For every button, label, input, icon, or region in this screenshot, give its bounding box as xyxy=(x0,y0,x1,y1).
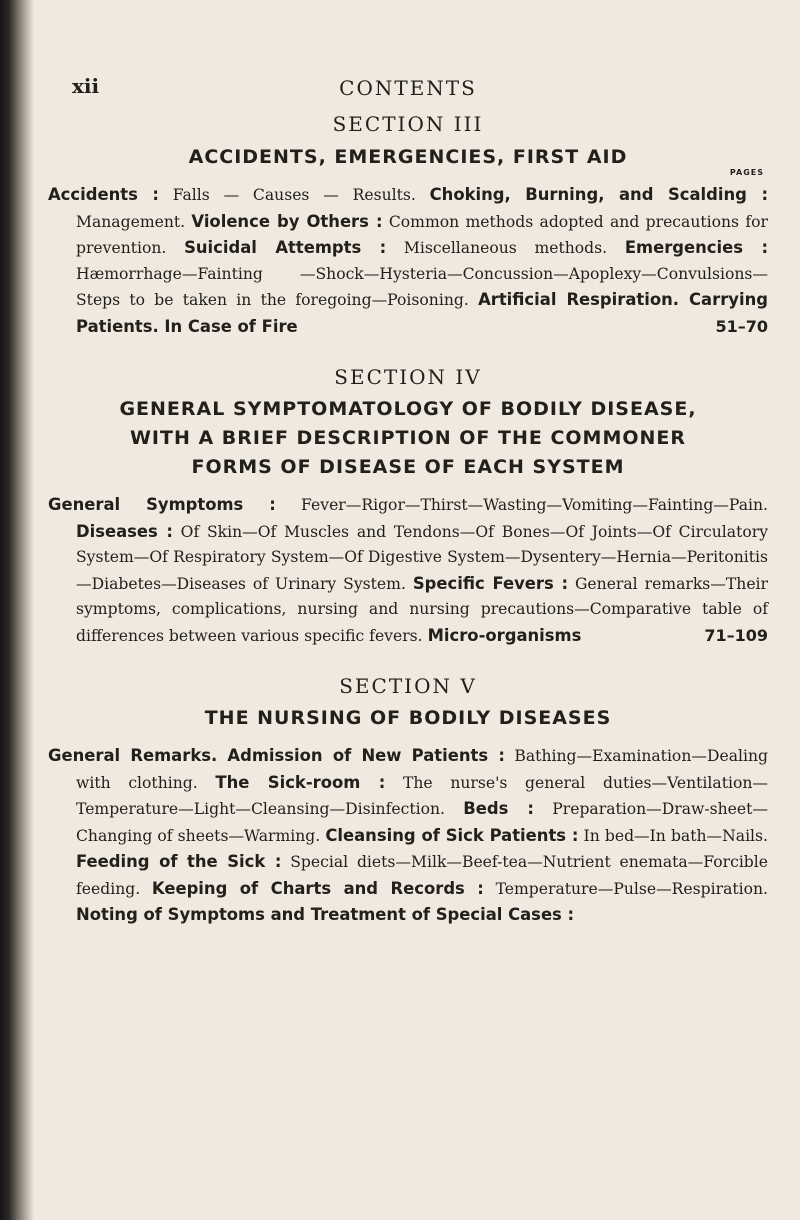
entry-topic: General Symptoms : xyxy=(48,495,276,514)
entry-text: Temperature—Pulse—Respiration. xyxy=(483,879,769,898)
section-heading-line: ACCIDENTS, EMERGENCIES, FIRST AID xyxy=(188,146,628,168)
entry-topic: Cleansing of Sick Patients : xyxy=(325,825,579,845)
entry-topic: Emergencies : xyxy=(624,238,768,257)
entry-topic: Micro-organisms xyxy=(427,625,582,645)
entry-text: Miscellaneous methods. xyxy=(386,239,625,257)
entry-topic: Violence by Others : xyxy=(191,211,383,231)
entry-text: General remarks—Their symptoms, complications, nursing and nursing precautions—Comparative table of differences between various specific fevers. xyxy=(76,574,768,645)
page-range: 71–109 xyxy=(704,625,768,645)
entry-text: Special diets—Milk—Beef-tea—Nutrient enemata—Forcible feeding. xyxy=(76,853,768,898)
contents-page xyxy=(48,60,768,929)
section-3 xyxy=(48,112,768,340)
entry-topic: Beds : xyxy=(463,799,534,818)
section-heading xyxy=(48,704,768,733)
running-title: CONTENTS xyxy=(339,76,477,100)
entry-text: Of Skin—Of Muscles and Tendons—Of Bones—Of Joints—Of Circulatory System—Of Respiratory System—Of Digestive System—Dysentery—Hernia—Peritonitis—Diabetes—Diseases of Urinary System. xyxy=(76,522,769,593)
page-range: 51–70 xyxy=(715,316,768,336)
section-title: SECTION III xyxy=(332,112,484,136)
entry-text: Hæmorrhage—Fainting —Shock—Hysteria—Concussion—Apoplexy—Convulsions—Steps to be taken in the foregoing—Poisoning. xyxy=(76,264,768,309)
section-heading-line: GENERAL SYMPTOMATOLOGY OF BODILY DISEASE, xyxy=(119,398,697,420)
entry-text: Fever—Rigor—Thirst—Wasting—Vomiting—Fainting—Pain. xyxy=(275,496,768,514)
section-title: SECTION IV xyxy=(334,365,482,389)
entry-topic: Diseases : xyxy=(76,521,173,541)
pages-label: PAGES xyxy=(729,168,764,177)
entry-topic: General Remarks. Admission of New Patients : xyxy=(48,746,505,765)
page-number: xii xyxy=(72,74,100,98)
entry-topic: Keeping of Charts and Records : xyxy=(151,878,484,898)
entry-topic: The Sick-room : xyxy=(215,772,386,792)
book-binding-shadow xyxy=(0,0,34,1220)
section-heading-line: FORMS OF DISEASE OF EACH SYSTEM xyxy=(191,456,625,478)
running-head xyxy=(48,60,768,100)
entry-text: In bed—In bath—Nails. xyxy=(578,826,769,845)
section-heading-line: WITH A BRIEF DESCRIPTION OF THE COMMONER xyxy=(129,427,687,449)
section-entry xyxy=(48,743,768,929)
section-title: SECTION V xyxy=(339,674,477,698)
entry-topic: Feeding of the Sick : xyxy=(76,852,282,871)
entry-topic: Choking, Burning, and Scalding : xyxy=(429,185,769,204)
section-5 xyxy=(48,674,768,929)
entry-topic: Artificial Respiration. Carrying Patients. In Case of Fire xyxy=(76,290,768,336)
entry-topic: Specific Fevers : xyxy=(412,573,568,593)
section-heading xyxy=(48,395,768,482)
section-entry xyxy=(48,182,768,340)
entry-topic: Suicidal Attempts : xyxy=(184,238,387,257)
entry-text: Management. xyxy=(76,212,192,231)
section-heading-line: THE NURSING OF BODILY DISEASES xyxy=(204,707,612,729)
entry-topic: Accidents : xyxy=(48,185,159,204)
entry-text: Bathing—Examination—Dealing with clothing. xyxy=(76,747,768,792)
section-entry xyxy=(48,492,768,649)
entry-topic: Noting of Symptoms and Treatment of Special Cases : xyxy=(76,905,575,924)
entry-text: The nurse's general duties—Ventilation—Temperature—Light—Cleansing—Disinfection. xyxy=(76,773,768,818)
section-4 xyxy=(48,365,768,649)
entry-text: Common methods adopted and precautions for prevention. xyxy=(76,212,768,257)
entry-text: Preparation—Draw-sheet—Changing of sheets—Warming. xyxy=(76,800,768,845)
entry-text: Falls — Causes — Results. xyxy=(158,186,430,204)
